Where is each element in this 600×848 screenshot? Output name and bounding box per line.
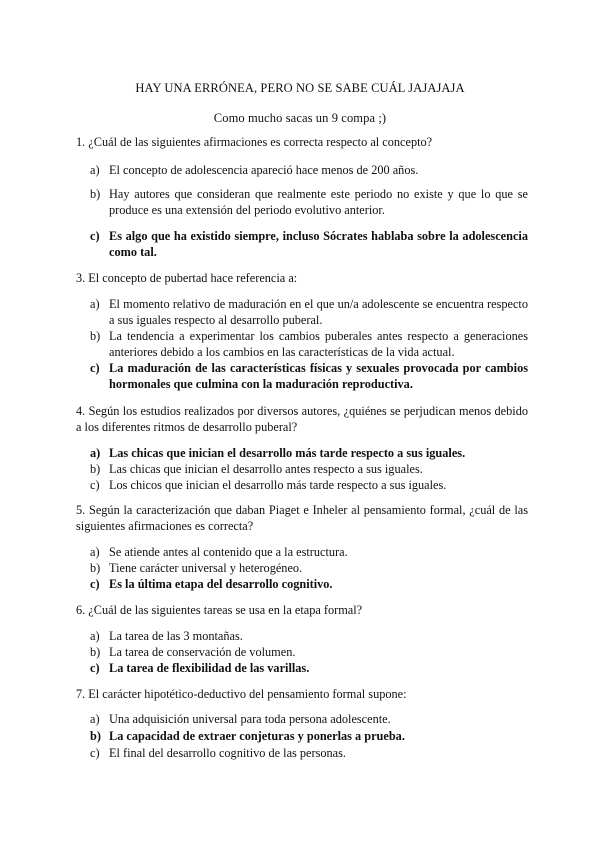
document-subtitle: Como mucho sacas un 9 compa ;) bbox=[213, 111, 387, 125]
option-text: Los chicos que inician el desarrollo más tarde respecto a sus iguales. bbox=[109, 478, 447, 492]
question-6-option-b bbox=[90, 644, 528, 660]
option-text: El final del desarrollo cognitivo de las personas. bbox=[109, 746, 346, 760]
option-letter: c) bbox=[90, 746, 100, 760]
option-letter: b) bbox=[90, 462, 101, 476]
question-3-option-c bbox=[90, 360, 528, 392]
option-letter: c) bbox=[90, 229, 100, 243]
question-7: 7. El carácter hipotético-deductivo del pensamiento formal supone: bbox=[76, 687, 407, 701]
option-text: Una adquisición universal para toda persona adolescente. bbox=[109, 712, 391, 726]
option-letter: a) bbox=[90, 545, 100, 559]
question-1: 1. ¿Cuál de las siguientes afirmaciones es correcta respecto al concepto? bbox=[76, 135, 433, 149]
option-letter: a) bbox=[90, 163, 100, 177]
document-title: HAY UNA ERRÓNEA, PERO NO SE SABE CUÁL JAJAJAJA bbox=[135, 81, 465, 95]
option-letter: c) bbox=[90, 661, 100, 675]
option-text: La tarea de las 3 montañas. bbox=[109, 629, 243, 643]
question-4-option-c bbox=[90, 477, 528, 493]
question-6-option-c bbox=[90, 660, 528, 676]
option-letter: a) bbox=[90, 446, 101, 460]
option-text: Tiene carácter universal y heterogéneo. bbox=[109, 561, 303, 575]
question-7-option-b bbox=[90, 728, 528, 744]
option-letter: b) bbox=[90, 561, 101, 575]
question-4-option-b bbox=[90, 461, 528, 477]
option-letter: a) bbox=[90, 629, 100, 643]
option-letter: c) bbox=[90, 361, 100, 375]
question-3: 3. El concepto de pubertad hace referencia a: bbox=[76, 271, 298, 285]
option-letter: c) bbox=[90, 478, 100, 492]
option-letter: a) bbox=[90, 712, 100, 726]
question-3-option-a bbox=[90, 296, 528, 328]
option-text: Hay autores que consideran que realmente este periodo no existe y que lo que se produce es una extensión del periodo evolutivo anterior. bbox=[109, 187, 528, 217]
question-1-option-b bbox=[90, 186, 528, 218]
option-text: La tarea de flexibilidad de las varillas. bbox=[109, 661, 310, 675]
option-text: Se atiende antes al contenido que a la estructura. bbox=[109, 545, 348, 559]
option-letter: b) bbox=[90, 329, 101, 343]
option-text: Las chicas que inician el desarrollo más tarde respecto a sus iguales. bbox=[109, 446, 466, 460]
question-5: 5. Según la caracterización que daban Piaget e Inheler al pensamiento formal, ¿cuál de las siguientes afirmaciones es correcta? bbox=[76, 503, 528, 533]
option-text: La tendencia a experimentar los cambios puberales antes respecto a generaciones anteriores debido a los cambios en las características de la vida actual. bbox=[109, 329, 528, 359]
option-letter: b) bbox=[90, 645, 101, 659]
option-text: La maduración de las características físicas y sexuales provocada por cambios hormonales que culmina con la maduración reproductiva. bbox=[109, 361, 528, 391]
question-6: 6. ¿Cuál de las siguientes tareas se usa en la etapa formal? bbox=[76, 603, 363, 617]
question-7-option-c bbox=[90, 745, 528, 761]
question-3-option-b bbox=[90, 328, 528, 360]
question-1-option-c bbox=[90, 228, 528, 260]
option-text: Las chicas que inician el desarrollo antes respecto a sus iguales. bbox=[109, 462, 423, 476]
option-text: La tarea de conservación de volumen. bbox=[109, 645, 296, 659]
question-5-option-b bbox=[90, 560, 528, 576]
question-4: 4. Según los estudios realizados por diversos autores, ¿quiénes se perjudican menos debido a los diferentes ritmos de desarrollo puberal? bbox=[76, 404, 528, 434]
option-text: Es la última etapa del desarrollo cognitivo. bbox=[109, 577, 333, 591]
option-letter: a) bbox=[90, 297, 100, 311]
question-6-option-a bbox=[90, 628, 528, 644]
question-1-option-a bbox=[90, 162, 528, 178]
option-letter: b) bbox=[90, 187, 101, 201]
question-5-option-c bbox=[90, 576, 528, 592]
question-5-option-a bbox=[90, 544, 528, 560]
option-text: El momento relativo de maduración en el que un/a adolescente se encuentra respecto a sus iguales respecto al desarrollo puberal. bbox=[109, 297, 528, 327]
option-text: La capacidad de extraer conjeturas y ponerlas a prueba. bbox=[109, 729, 405, 743]
option-text: Es algo que ha existido siempre, incluso Sócrates hablaba sobre la adolescencia como tal. bbox=[109, 229, 528, 259]
option-letter: b) bbox=[90, 729, 101, 743]
question-4-option-a bbox=[90, 445, 528, 461]
option-text: El concepto de adolescencia apareció hace menos de 200 años. bbox=[109, 163, 419, 177]
option-letter: c) bbox=[90, 577, 100, 591]
question-7-option-a bbox=[90, 711, 528, 727]
